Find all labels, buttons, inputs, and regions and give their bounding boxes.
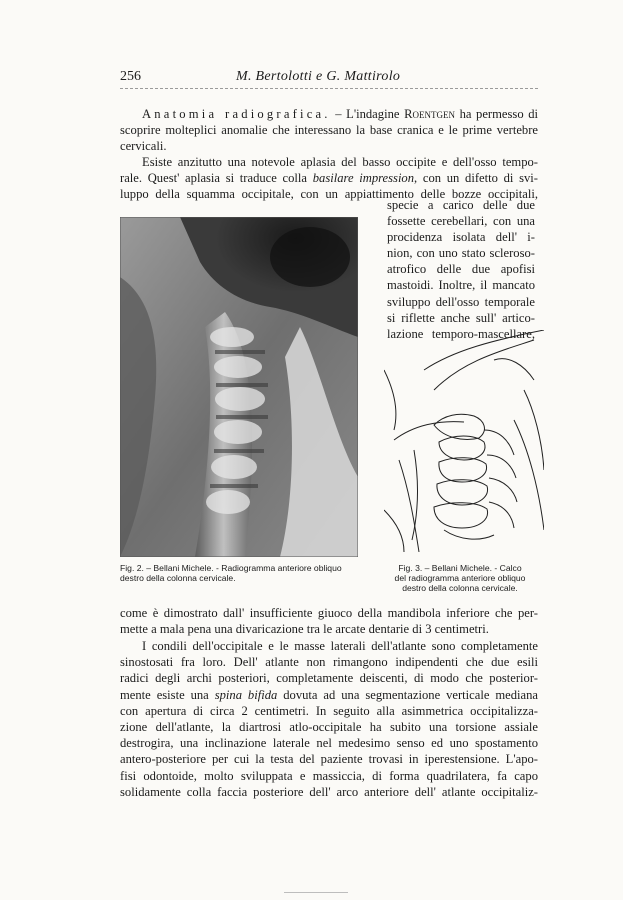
text-fragment: ha permesso di (454, 107, 539, 121)
figure-3-caption (380, 563, 540, 593)
text-line: mette a mala pena una divaricazione tra le arcate dentarie di 3 centimetri. (120, 622, 489, 637)
text-line: fisi odontoide, molto sviluppata e massiccia, di forma quadrilatera, fa capo (120, 768, 538, 783)
roentgen-name: Roentgen (404, 107, 455, 121)
caption-line: Fig. 3. – Bellani Michele. - Calco (398, 563, 522, 573)
running-head: M. Bertolotti e G. Mattirolo (236, 69, 401, 84)
caption-line: del radiogramma anteriore obliquo (394, 573, 526, 583)
side-line: fossette cerebellari, con una (387, 214, 535, 229)
italic-term: basilare impression (312, 171, 415, 186)
text-fragment: , con un difetto di svi- (414, 171, 538, 186)
text-line (120, 170, 538, 186)
text-line: come è dimostrato dall' insufficiente giuoco della mandibola inferiore che per- (120, 606, 538, 620)
text-line: sinostosati fra loro. Dell' atlante non rimangono indipendenti che due esili (120, 655, 538, 670)
text-fragment: rale. Quest' aplasia si traduce colla (120, 171, 313, 186)
text-fragment: dovuta ad una segmentazione verticale mediana (277, 687, 539, 702)
side-line: specie a carico delle due (387, 198, 535, 212)
text-line: scoprire molteplici anomalie che interessano la base cranica e le prime vertebre (120, 123, 538, 138)
text-line: solidamente colla faccia posteriore dell' arco anteriore dell' atlante occipitaliz- (120, 784, 538, 799)
page-number: 256 (120, 69, 141, 84)
paragraph-aplasia (120, 154, 538, 203)
section-title: Anatomia radiografica. (142, 107, 331, 121)
text-line: luppo della squamma occipitale, con un appiattimento delle bozze occipitali, (120, 187, 538, 202)
paragraph-condili (120, 638, 538, 800)
side-line: procidenza isolata dell' i- (387, 230, 535, 245)
caption-line: Fig. 2. – Bellani Michele. - Radiogramma anteriore obliquo (120, 563, 342, 573)
caption-line: destro della colonna cervicale. (120, 573, 236, 583)
radiograph-figure (120, 217, 358, 557)
text-line: I condili dell'occipitale e le masse laterali dell'atlante sono completamente (142, 639, 538, 653)
radiograph-image (120, 217, 358, 557)
side-line: lazione temporo-mascellare, (387, 326, 535, 341)
italic-term: spina bifida (214, 687, 278, 702)
text-fragment: – L'indagine (330, 107, 405, 121)
tracing-figure (384, 330, 544, 552)
text-line: con apertura di circa 2 centimetri. In seguito alla asimmetrica occipitalizza- (120, 703, 538, 718)
text-line: Esiste anzitutto una notevole aplasia del basso occipite e dell'osso tempo- (142, 155, 538, 169)
text-line: cervicali. (120, 139, 167, 154)
text-line: destrogira, una inclinazione laterale nel medesimo senso ed uno spostamento (120, 736, 538, 751)
side-line: mastoidi. Inoltre, il mancato (387, 278, 535, 293)
footer-rule (284, 892, 348, 893)
text-line (120, 687, 538, 703)
text-line: zione dell'atlante, la diartrosi atlo-occipitale ha subito una torsione assiale (120, 720, 538, 735)
paragraph-mandibola (120, 605, 538, 637)
side-line: nion, con uno stato scleroso- (387, 246, 535, 261)
paragraph-anatomia (120, 106, 538, 155)
side-line: atrofico delle due apofisi (387, 262, 535, 277)
header-rule (120, 88, 538, 89)
figure-2-caption (120, 563, 365, 583)
text-line: radici degli archi posteriori, completamente deiscenti, di modo che posterior- (120, 671, 538, 686)
text-line (120, 106, 538, 122)
caption-line: destro della colonna cervicale. (402, 583, 518, 593)
side-column-text (387, 197, 535, 342)
text-line: antero-posteriore per cui la testa del paziente trovasi in iperestensione. L'apo- (120, 752, 538, 767)
side-line: sviluppo dell'osso temporale (387, 294, 535, 309)
tracing-drawing (384, 330, 544, 552)
side-line: si riflette anche sull' artico- (387, 310, 535, 325)
text-fragment: mente esiste una (120, 687, 215, 702)
